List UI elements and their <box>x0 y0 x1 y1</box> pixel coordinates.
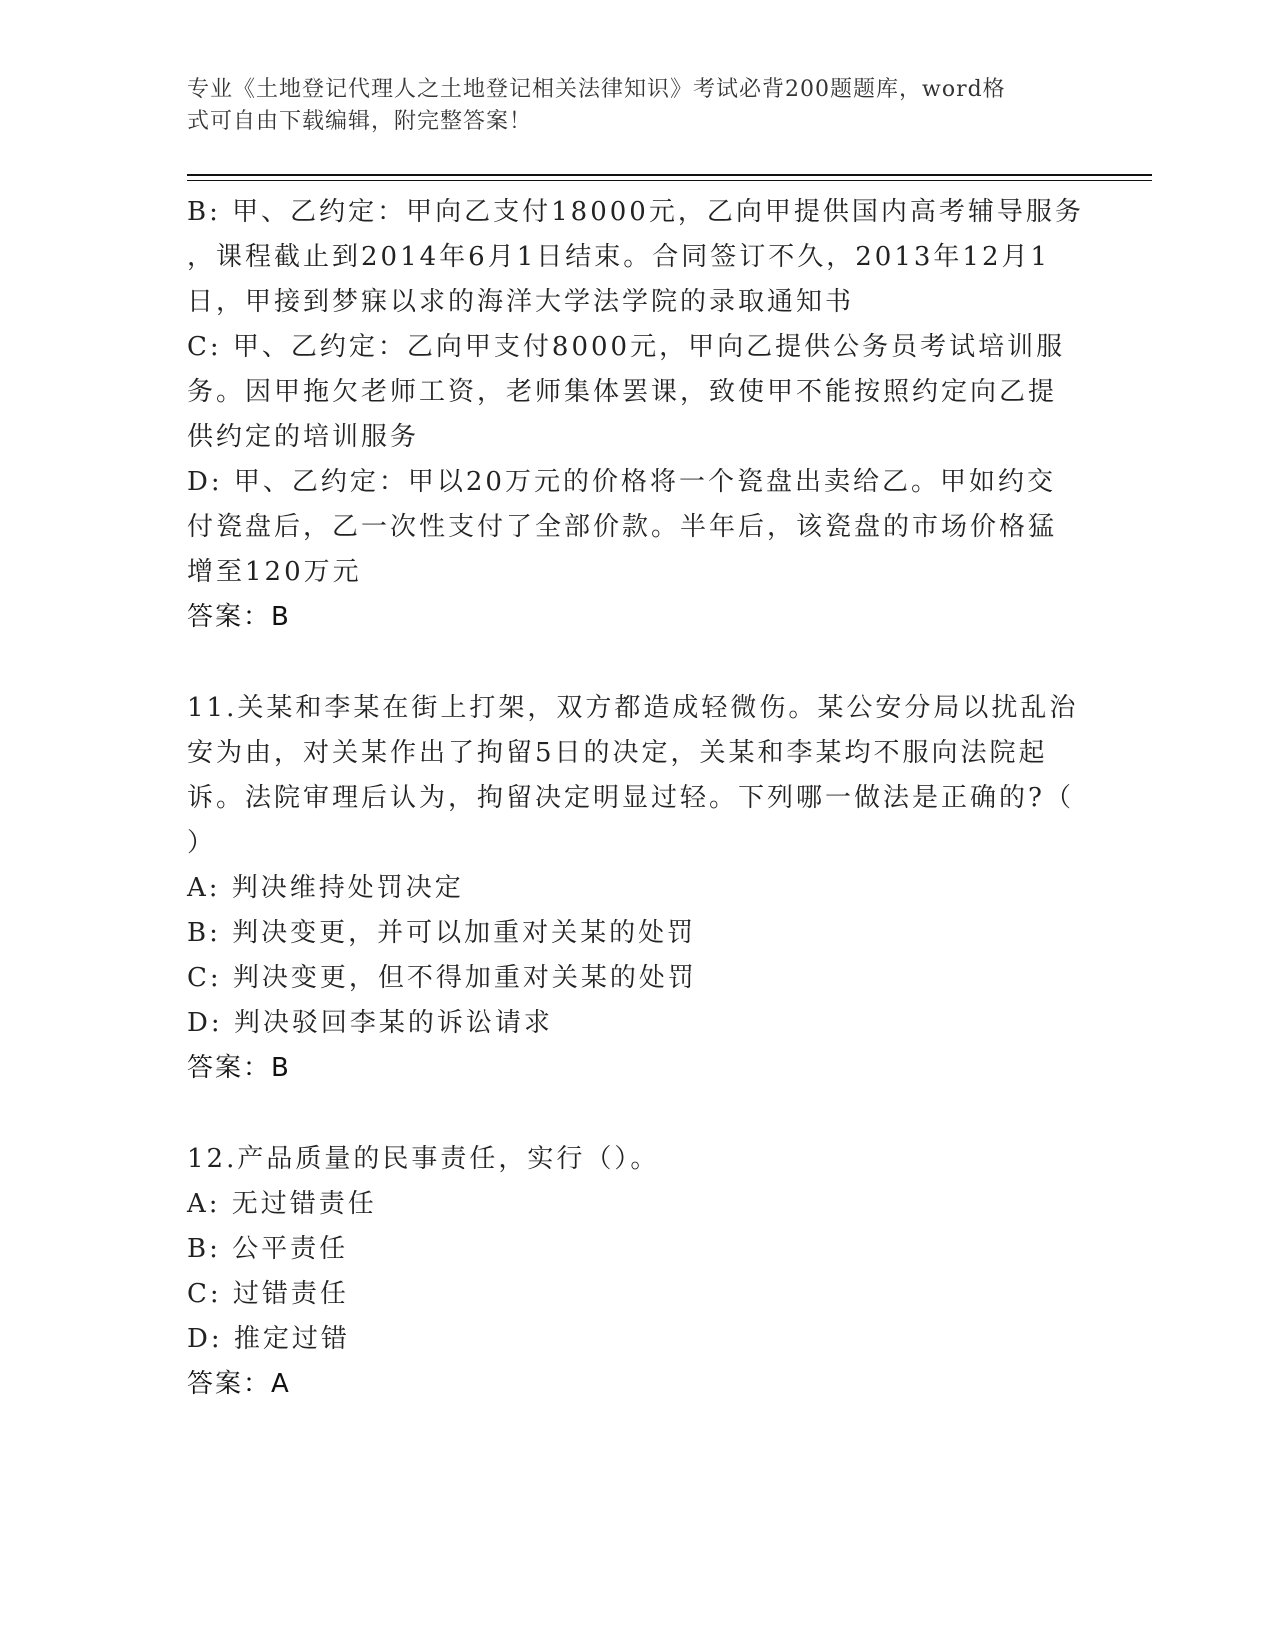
question-stem-line: 11.关某和李某在街上打架，双方都造成轻微伤。某公安分局以扰乱治 <box>187 693 1079 723</box>
option-text-line: 务。因甲拖欠老师工资，老师集体罢课，致使甲不能按照约定向乙提 <box>187 377 1058 407</box>
option-text-line: B: 甲、乙约定：甲向乙支付18000元，乙向甲提供国内高考辅导服务 <box>187 197 1084 227</box>
question-11-answer: 答案：B <box>187 1053 291 1083</box>
document-body <box>187 190 1087 1407</box>
question-12-answer: 答案：A <box>187 1369 291 1399</box>
question-stem-line: 诉。法院审理后认为，拘留决定明显过轻。下列哪一做法是正确的?（ <box>187 783 1074 813</box>
question-12-option-a: A: 无过错责任 <box>187 1189 377 1219</box>
question-stem-line: ） <box>187 828 217 858</box>
prev-question-option-b <box>187 190 1087 325</box>
question-stem-line: 安为由，对关某作出了拘留5日的决定，关某和李某均不服向法院起 <box>187 738 1048 768</box>
question-12 <box>187 1137 1087 1407</box>
question-11 <box>187 686 1087 1091</box>
header-title-line-1: 专业《土地登记代理人之土地登记相关法律知识》考试必背200题题库，word格 <box>187 77 1006 102</box>
question-stem-line: 12.产品质量的民事责任，实行（）。 <box>187 1144 660 1174</box>
header-divider-thin <box>187 180 1152 181</box>
option-text-line: 日，甲接到梦寐以求的海洋大学法学院的录取通知书 <box>187 287 855 317</box>
prev-question-option-c <box>187 325 1087 460</box>
header-title-line-2: 式可自由下载编辑，附完整答案！ <box>187 109 533 134</box>
option-text-line: ，课程截止到2014年6月1日结束。合同签订不久，2013年12月1 <box>187 242 1051 272</box>
option-text-line: 供约定的培训服务 <box>187 422 420 452</box>
option-text-line: D: 甲、乙约定：甲以20万元的价格将一个瓷盘出卖给乙。甲如约交 <box>187 467 1056 497</box>
option-text-line: 付瓷盘后，乙一次性支付了全部价款。半年后，该瓷盘的市场价格猛 <box>187 512 1058 542</box>
question-11-option-a: A: 判决维持处罚决定 <box>187 873 464 903</box>
question-12-option-b: B: 公平责任 <box>187 1234 349 1264</box>
prev-question-answer: 答案：B <box>187 602 291 632</box>
question-11-option-b: B: 判决变更，并可以加重对关某的处罚 <box>187 918 697 948</box>
header-divider-thick <box>187 174 1152 176</box>
prev-question-option-d <box>187 460 1087 595</box>
question-12-option-d: D: 推定过错 <box>187 1324 350 1354</box>
document-header <box>187 74 1087 138</box>
question-spacer <box>187 640 1087 686</box>
question-11-option-c: C: 判决变更，但不得加重对关某的处罚 <box>187 963 697 993</box>
option-text-line: 增至120万元 <box>187 557 362 587</box>
question-12-option-c: C: 过错责任 <box>187 1279 349 1309</box>
question-11-option-d: D: 判决驳回李某的诉讼请求 <box>187 1008 553 1038</box>
question-spacer <box>187 1091 1087 1137</box>
option-text-line: C: 甲、乙约定：乙向甲支付8000元，甲向乙提供公务员考试培训服 <box>187 332 1066 362</box>
